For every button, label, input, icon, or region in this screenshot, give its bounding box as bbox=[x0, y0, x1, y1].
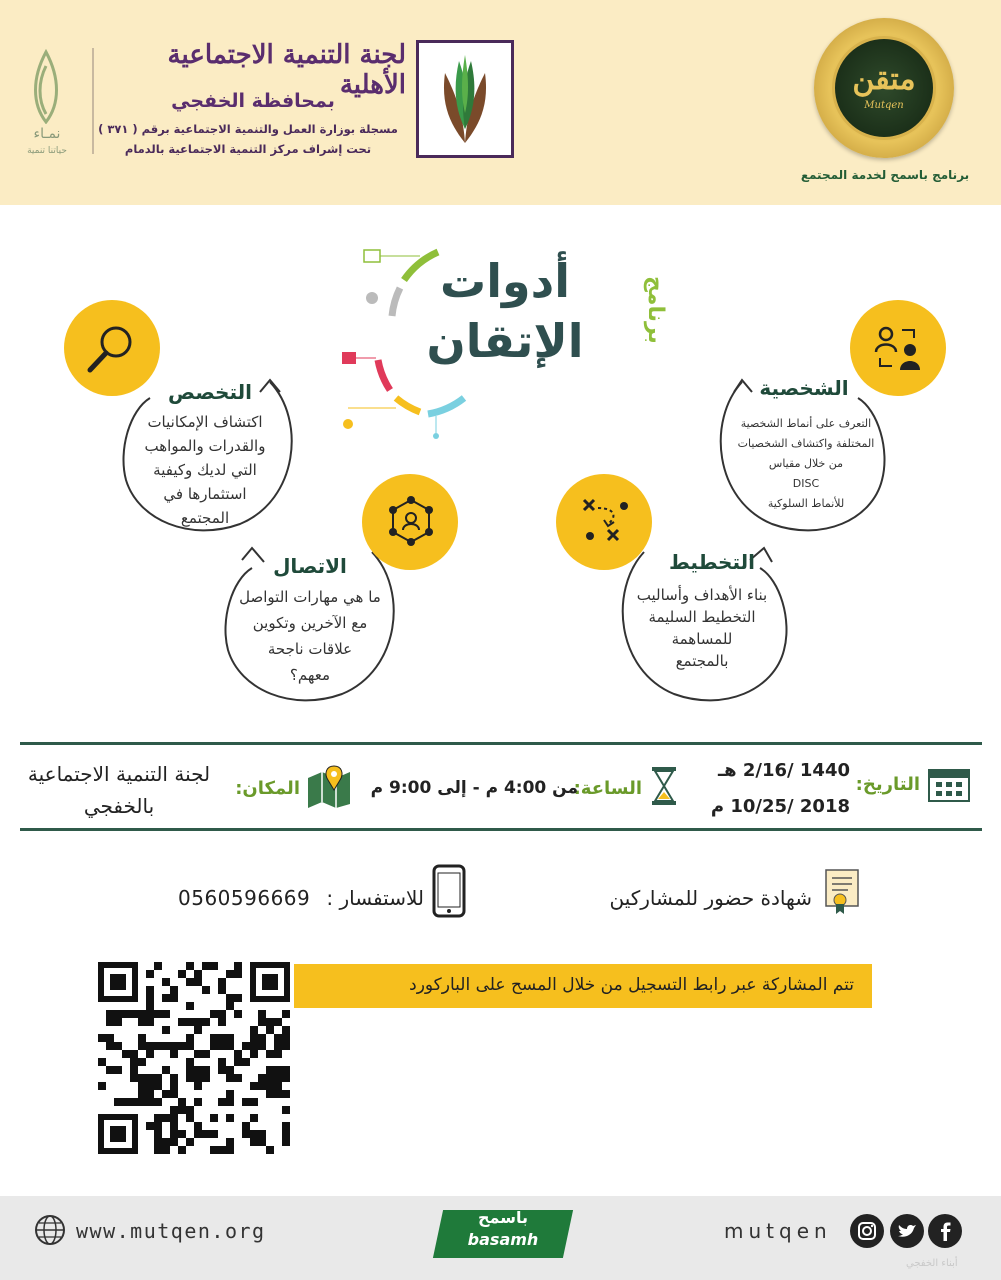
map-pin-icon bbox=[306, 764, 352, 808]
desc-line: DISC bbox=[792, 477, 820, 490]
topic-desc-communication bbox=[222, 584, 398, 688]
title-line-1: أدوات bbox=[440, 254, 570, 308]
namaa-leaf-icon bbox=[26, 48, 66, 124]
mobile-phone-icon bbox=[432, 864, 466, 918]
committee-logo bbox=[416, 40, 514, 158]
website-link[interactable]: www.mutqen.org bbox=[76, 1219, 266, 1243]
seal-english-text: Mutqen bbox=[864, 100, 904, 111]
instagram-glyph bbox=[850, 1214, 884, 1248]
seal-caption: برنامج باسمح لخدمة المجتمع bbox=[800, 168, 970, 182]
desc-line: ما هي مهارات التواصل bbox=[239, 588, 381, 606]
partner-name: نمـاء bbox=[33, 126, 61, 142]
register-text: تتم المشاركة عبر رابط التسجيل من خلال المسح على الباركورد bbox=[409, 975, 854, 995]
time-label: الساعة: bbox=[573, 778, 642, 799]
facebook-icon[interactable] bbox=[928, 1214, 962, 1248]
header-divider bbox=[92, 48, 94, 154]
desc-line: للمساهمة bbox=[671, 630, 733, 648]
org-title: لجنة التنمية الاجتماعية الأهلية bbox=[167, 40, 406, 100]
twitter-glyph bbox=[890, 1214, 924, 1248]
basamh-logo-arabic: باسمح bbox=[477, 1208, 528, 1227]
seal-arabic-text: متقن bbox=[852, 62, 916, 97]
place-label: المكان: bbox=[235, 778, 300, 799]
details-bottom-rule bbox=[20, 828, 982, 831]
desc-line: التخطيط السليمة bbox=[648, 608, 756, 626]
place-line-2: بالخفجي bbox=[83, 794, 155, 818]
desc-line: علاقات ناجحة bbox=[267, 640, 353, 658]
topic-title-specialization: التخصص bbox=[168, 380, 252, 404]
desc-line: استثمارها في bbox=[163, 485, 247, 503]
time-value: من 4:00 م - إلى 9:00 م bbox=[370, 778, 578, 798]
date-label: التاريخ: bbox=[855, 774, 920, 795]
date-gregorian: 2018 /10/25 م bbox=[710, 796, 850, 817]
topic-title-communication: الاتصال bbox=[273, 554, 347, 578]
topic-title-planning: التخطيط bbox=[668, 550, 755, 574]
desc-line: للأنماط السلوكية bbox=[767, 497, 845, 510]
org-subtitle: بمحافظة الخفجي bbox=[171, 90, 335, 112]
hourglass-icon bbox=[650, 766, 678, 806]
topic-title-personality: الشخصية bbox=[759, 376, 849, 400]
desc-line: من خلال مقياس bbox=[768, 457, 844, 470]
topic-desc-planning bbox=[618, 584, 786, 672]
certificate-icon bbox=[822, 866, 862, 916]
desc-line: بالمجتمع bbox=[675, 652, 729, 670]
qr-code-icon[interactable] bbox=[98, 962, 290, 1154]
twitter-icon[interactable] bbox=[890, 1214, 924, 1248]
network-icon bbox=[384, 494, 438, 548]
facebook-glyph bbox=[928, 1214, 962, 1248]
inquiry-phone[interactable]: 0560596669 bbox=[178, 886, 311, 910]
desc-line: مع الآخرين وتكوين bbox=[252, 614, 368, 632]
desc-line: والقدرات والمواهب bbox=[144, 437, 266, 455]
desc-line: بناء الأهداف وأساليب bbox=[636, 586, 768, 604]
details-top-rule bbox=[20, 742, 982, 745]
desc-line: التي لديك وكيفية bbox=[153, 461, 257, 479]
date-hijri: 1440 /2/16 هـ bbox=[717, 760, 850, 781]
instagram-icon[interactable] bbox=[850, 1214, 884, 1248]
desc-line: المجتمع bbox=[180, 509, 230, 527]
wheat-leaf-icon bbox=[419, 43, 511, 155]
strategy-icon bbox=[578, 494, 632, 548]
calendar-icon bbox=[928, 766, 970, 802]
basamh-logo-english: basamh bbox=[467, 1230, 539, 1249]
partner-tagline: حياتنا تنمية bbox=[27, 146, 67, 156]
desc-line: المختلفة واكتشاف الشخصيات bbox=[737, 437, 875, 450]
certificate-text: شهادة حضور للمشاركين bbox=[609, 886, 812, 910]
social-handle: mutqen bbox=[724, 1219, 832, 1243]
watermark: أبناء الخفجي bbox=[906, 1258, 958, 1269]
inquiry-label: للاستفسار : bbox=[326, 886, 424, 910]
desc-line: اكتشاف الإمكانيات bbox=[147, 413, 263, 431]
topic-desc-specialization bbox=[120, 410, 290, 530]
globe-icon bbox=[34, 1214, 66, 1246]
topic-desc-personality bbox=[722, 414, 890, 514]
place-line-1: لجنة التنمية الاجتماعية bbox=[27, 762, 211, 786]
title-prefix: برنامج bbox=[643, 276, 668, 344]
people-exchange-icon bbox=[872, 322, 924, 374]
desc-line: معهم؟ bbox=[289, 666, 331, 684]
title-line-2: الإتقان bbox=[426, 314, 584, 368]
org-registration: مسجلة بوزارة العمل والتنمية الاجتماعية برقم ( ٣٧١ ) bbox=[98, 122, 398, 136]
magnifier-icon bbox=[84, 320, 140, 376]
desc-line: التعرف على أنماط الشخصية bbox=[740, 417, 872, 430]
org-supervision: تحت إشراف مركز التنمية الاجتماعية بالدمام bbox=[124, 142, 372, 156]
